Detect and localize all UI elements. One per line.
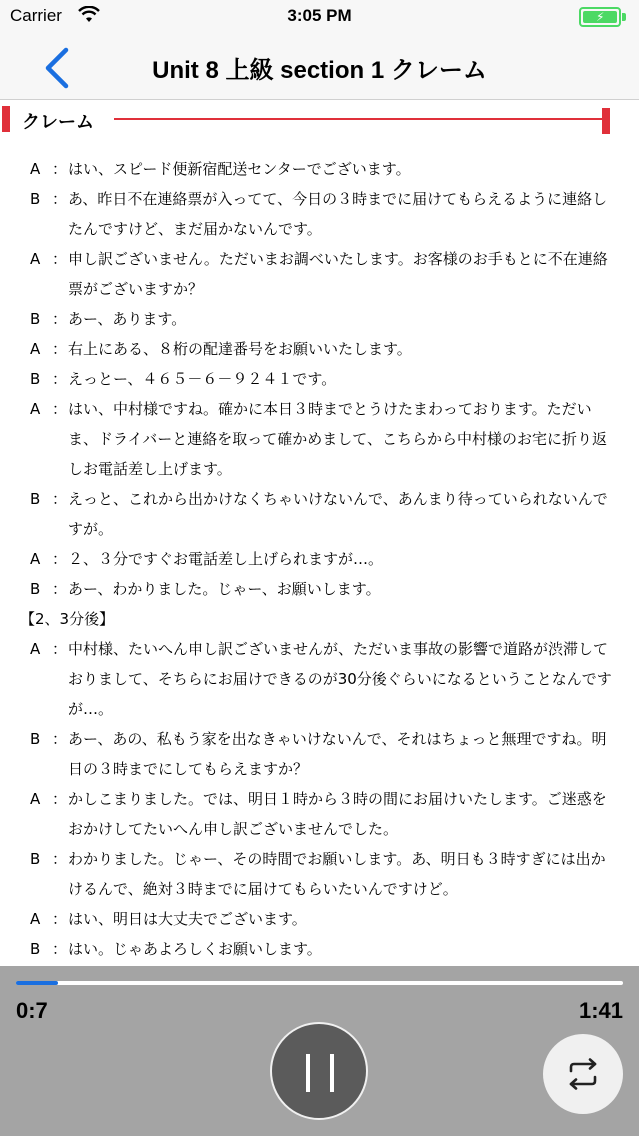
dialogue-line: B ： えっと、これから出かけなくちゃいけないんで、あんまり待っていられないんですが。 <box>30 490 608 538</box>
dialogue-line: A ： はい、中村様ですね。確かに本日３時までとうけたまわっております。ただいま、ドライバーと連絡を取って確かめまして、こちらから中村様のお宅に折り返しお電話差し上げます。 <box>30 400 607 478</box>
dialogue-line: B ： あー、あります。 <box>30 310 187 328</box>
battery-icon: ⚡ <box>579 7 621 27</box>
dialogue-line: A ： 中村様、たいへん申し訳ございませんが、ただいま事故の影響で道路が渋滞しておりまして、そちらにお届けできるのが30分後ぐらいになるということなんですが…。 <box>30 640 612 718</box>
status-bar <box>0 0 639 40</box>
pause-button[interactable] <box>270 1022 368 1120</box>
interlude-heading: 【2、3分後】 <box>20 610 115 628</box>
audio-player <box>0 966 639 1136</box>
section-header <box>2 106 614 134</box>
dialogue-line: A ： 右上にある、８桁の配達番号をお願いいたします。 <box>30 340 412 358</box>
dialogue-line: B ： あー、わかりました。じゃー、お願いします。 <box>30 580 381 598</box>
navigation-bar <box>0 40 639 100</box>
dialogue-line: B ： あー、あの、私もう家を出なきゃいけないんで、それはちょっと無理ですね。明日の３時までにしてもらえますか？ <box>30 730 607 778</box>
page-title: Unit 8 上級 section 1 クレーム <box>152 57 487 84</box>
dialogue-line: B ： えっとー、４６５－６－９２４１です。 <box>30 370 337 388</box>
dialogue-line: A ： かしこまりました。では、明日１時から３時の間にお届けいたします。ご迷惑をおかけしてたいへん申し訳ございませんでした。 <box>30 790 607 838</box>
transcript-document[interactable] <box>0 100 639 966</box>
dialogue-line: B ： はい。じゃあよろしくお願いします。 <box>30 940 322 958</box>
section-rule <box>114 118 604 120</box>
dialogue-line: B ： あ、昨日不在連絡票が入ってて、今日の３時までに届けてもらえるように連絡したんですけど、まだ届かないんです。 <box>30 190 608 238</box>
dialogue-line: B ： わかりました。じゃー、その時間でお願いします。あ、明日も３時すぎには出かけるんで、絶対３時までに届けてもらいたいんですけど。 <box>30 850 606 898</box>
pause-icon <box>306 1054 310 1092</box>
carrier-label: Carrier <box>10 6 62 25</box>
section-marker-right <box>602 108 610 134</box>
dialogue-line: A ： 申し訳ございません。ただいまお調べいたします。お客様のお手もとに不在連絡票がございますか？ <box>30 250 608 298</box>
dialogue-line: A ： はい、明日は大丈夫でございます。 <box>30 910 307 928</box>
repeat-icon <box>565 1058 601 1090</box>
section-title: クレーム <box>22 112 94 133</box>
section-marker-left <box>2 106 10 132</box>
dialogue-line: A ： ２、３分ですぐお電話差し上げられますが…。 <box>30 550 384 568</box>
current-time: 0:7 <box>16 998 48 1023</box>
battery-nub <box>622 13 626 21</box>
pause-icon <box>330 1054 334 1092</box>
dialogue-line: A ： はい、スピード便新宿配送センターでございます。 <box>30 160 411 178</box>
progress-fill <box>16 981 58 985</box>
repeat-button[interactable] <box>543 1034 623 1114</box>
progress-slider[interactable] <box>16 981 623 985</box>
total-time: 1:41 <box>578 998 623 1023</box>
status-time: 3:05 PM <box>287 6 352 25</box>
